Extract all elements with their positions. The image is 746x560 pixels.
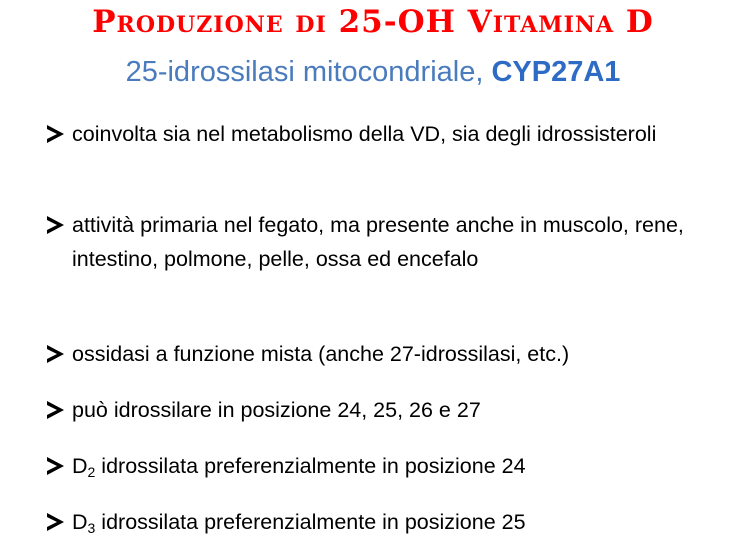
bullet-item	[44, 393, 724, 427]
subtitle-accent: CYP27A1	[491, 56, 621, 88]
arrow-bullet-icon	[44, 505, 70, 539]
slide-subtitle	[0, 56, 746, 89]
subtitle-text: 25-idrossilasi mitocondriale,	[125, 56, 492, 88]
bullet-item	[44, 208, 724, 276]
bullet-item	[44, 505, 724, 539]
vitamin-d-subscript: 2	[87, 464, 96, 480]
bullet-text: idrossilata preferenzialmente in posizione 25	[95, 510, 526, 534]
bullet-item	[44, 117, 724, 151]
bullet-text: può idrossilare in posizione 24, 25, 26 e 27	[72, 398, 481, 422]
bullet-item	[44, 449, 724, 483]
vitamin-d-subscript: 3	[87, 520, 96, 536]
bullet-text: ossidasi a funzione mista (anche 27-idrossilasi, etc.)	[72, 342, 570, 366]
vitamin-d-symbol: D	[72, 454, 88, 478]
bullet-text: attività primaria nel fegato, ma presente anche in muscolo, rene, intestino, polmone, pelle, ossa ed encefalo	[72, 213, 684, 271]
arrow-bullet-icon	[44, 393, 70, 427]
bullet-item	[44, 337, 724, 371]
arrow-bullet-icon	[44, 117, 70, 151]
arrow-bullet-icon	[44, 208, 70, 242]
bullet-text: idrossilata preferenzialmente in posizione 24	[95, 454, 526, 478]
arrow-bullet-icon	[44, 337, 70, 371]
vitamin-d-symbol: D	[72, 510, 88, 534]
arrow-bullet-icon	[44, 449, 70, 483]
bullet-text: coinvolta sia nel metabolismo della VD, sia degli idrossisteroli	[72, 122, 657, 146]
slide-title: Produzione di 25-OH Vitamina D	[92, 4, 654, 40]
